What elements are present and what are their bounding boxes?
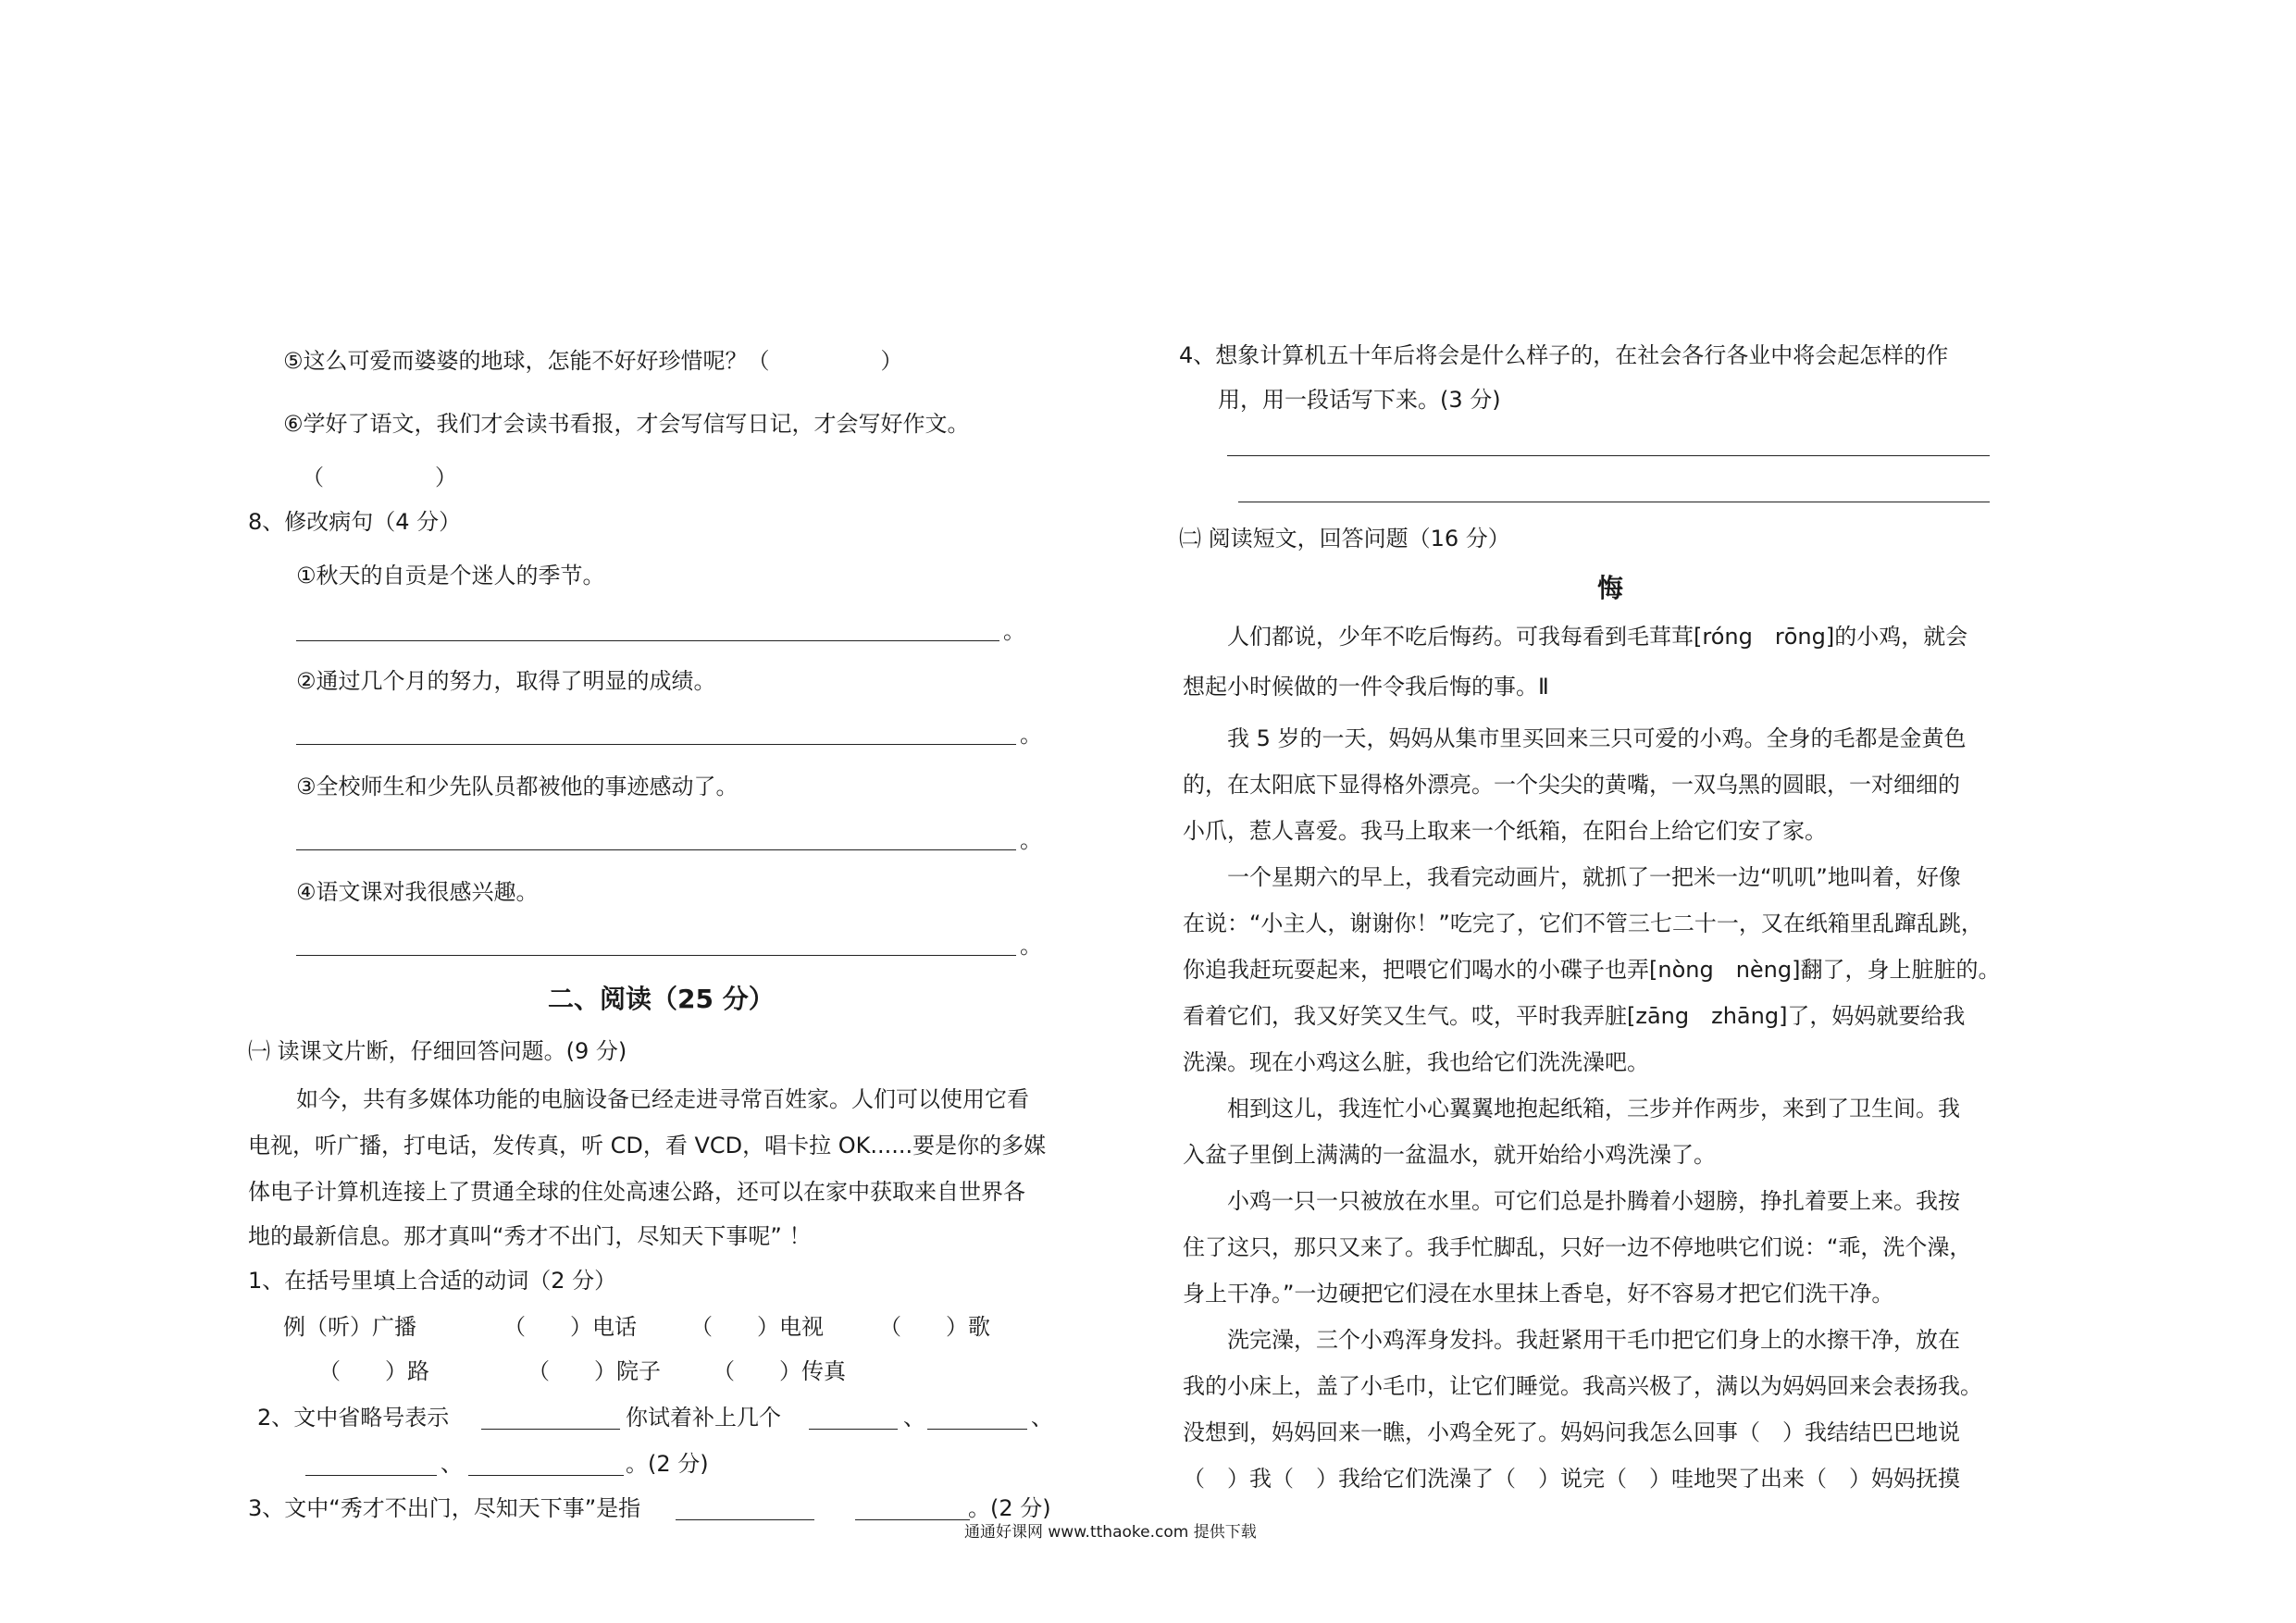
answer-line[interactable] xyxy=(676,1519,814,1520)
question-4-text: 用，用一段话写下来。(3 分) xyxy=(1218,387,1501,413)
story-line: 小鸡一只一只被放在水里。可它们总是扑腾着小翅膀，挣扎着要上来。我按 xyxy=(1227,1188,1960,1214)
q1-item[interactable]: （ ）电视 xyxy=(690,1314,824,1340)
story-line: （ ）我（ ）我给它们洗澡了（ ）说完（ ）哇地哭了出来（ ）妈妈抚摸 xyxy=(1183,1466,1960,1492)
story-line: 的，在太阳底下显得格外漂亮。一个尖尖的黄嘴，一双乌黑的圆眼，一对细细的 xyxy=(1183,772,1960,798)
story-line: 看着它们，我又好笑又生气。哎，平时我弄脏[zāng zhāng]了，妈妈就要给我 xyxy=(1183,1003,1966,1029)
question-2-text: 2、文中省略号表示 xyxy=(257,1405,450,1431)
question-8-3: ③全校师生和少先队员都被他的事迹感动了。 xyxy=(296,774,738,799)
story-line: 我的小床上，盖了小毛巾，让它们睡觉。我高兴极了，满以为妈妈回来会表扬我。 xyxy=(1183,1373,1982,1399)
part-2-title: ㈡ 阅读短文，回答问题（16 分） xyxy=(1179,526,1510,551)
q1-item[interactable]: （ ）电话 xyxy=(503,1314,637,1340)
question-7-5: ⑤这么可爱而婆婆的地球，怎能不好好珍惜呢？（ ） xyxy=(283,348,903,374)
question-7-6-bracket: （ ） xyxy=(302,465,457,490)
separator: 、 xyxy=(441,1451,463,1477)
part-1-title: ㈠ 读课文片断，仔细回答问题。(9 分) xyxy=(248,1038,627,1064)
story-line: 身上干净。”一边硬把它们浸在水里抹上香皂，好不容易才把它们洗干净。 xyxy=(1183,1281,1894,1307)
question-3-text: 3、文中“秀才不出门，尽知天下事”是指 xyxy=(248,1495,641,1521)
story-line: 洗完澡，三个小鸡浑身发抖。我赶紧用干毛巾把它们身上的水擦干净，放在 xyxy=(1227,1327,1960,1353)
answer-period: 。 xyxy=(1020,722,1042,748)
question-8-4: ④语文课对我很感兴趣。 xyxy=(296,879,539,905)
passage-line: 电视，听广播，打电话，发传真，听 CD，看 VCD，唱卡拉 OK......要是你的多媒 xyxy=(248,1133,1047,1158)
question-8-1: ①秋天的自贡是个迷人的季节。 xyxy=(296,563,605,588)
section-2-title: 二、阅读（25 分） xyxy=(548,984,775,1014)
answer-line[interactable] xyxy=(296,744,1016,745)
q1-item[interactable]: （ ）院子 xyxy=(527,1358,661,1384)
question-2-text: 你试着补上几个 xyxy=(626,1405,781,1431)
answer-period: 。 xyxy=(1003,618,1025,644)
story-line: 洗澡。现在小鸡这么脏，我也给它们洗洗澡吧。 xyxy=(1183,1049,1649,1075)
question-3-score: 。(2 分) xyxy=(968,1495,1051,1521)
answer-period: 。 xyxy=(1020,827,1042,853)
question-8-2: ②通过几个月的努力，取得了明显的成绩。 xyxy=(296,668,716,694)
answer-line[interactable] xyxy=(296,640,999,641)
passage-line: 地的最新信息。那才真叫“秀才不出门，尽知天下事呢” ！ xyxy=(248,1223,812,1249)
story-line: 我 5 岁的一天，妈妈从集市里买回来三只可爱的小鸡。全身的毛都是金黄色 xyxy=(1227,725,1967,751)
q1-item[interactable]: （ ）传真 xyxy=(713,1358,846,1384)
story-line: 没想到，妈妈回来一瞧，小鸡全死了。妈妈问我怎么回事（ ）我结结巴巴地说 xyxy=(1183,1419,1960,1445)
story-line: 住了这只，那只又来了。我手忙脚乱，只好一边不停地哄它们说：“乖，洗个澡， xyxy=(1183,1234,1972,1260)
separator: 、 xyxy=(1031,1405,1053,1431)
story-line: 在说：“小主人，谢谢你！”吃完了，它们不管三七二十一，又在纸箱里乱蹿乱跳， xyxy=(1183,911,1983,936)
story-line: 想起小时候做的一件令我后悔的事。Ⅱ xyxy=(1183,674,1549,700)
answer-line[interactable] xyxy=(305,1475,437,1476)
question-4-text: 4、想象计算机五十年后将会是什么样子的，在社会各行各业中将会起怎样的作 xyxy=(1179,342,1949,368)
answer-line[interactable] xyxy=(927,1429,1027,1430)
answer-line[interactable] xyxy=(296,955,1016,956)
story-line: 人们都说，少年不吃后悔药。可我每看到毛茸茸[róng rōng]的小鸡，就会 xyxy=(1227,624,1968,650)
question-2-score: 。(2 分) xyxy=(626,1451,709,1477)
story-line: 入盆子里倒上满满的一盆温水，就开始给小鸡洗澡了。 xyxy=(1183,1142,1716,1168)
answer-line[interactable] xyxy=(1227,455,1990,456)
q1-item[interactable]: （ ）歌 xyxy=(879,1314,990,1340)
q1-item[interactable]: （ ）路 xyxy=(318,1358,429,1384)
passage-line: 体电子计算机连接上了贯通全球的住处高速公路，还可以在家中获取来自世界各 xyxy=(248,1179,1025,1205)
story-line: 一个星期六的早上，我看完动画片，就抓了一把米一边“叽叽”地叫着，好像 xyxy=(1227,864,1961,890)
question-1-title: 1、在括号里填上合适的动词（2 分） xyxy=(248,1268,617,1294)
answer-line[interactable] xyxy=(481,1429,620,1430)
answer-period: 。 xyxy=(1020,933,1042,959)
question-7-6: ⑥学好了语文，我们才会读书看报，才会写信写日记，才会写好作文。 xyxy=(283,411,970,437)
story-title: 悔 xyxy=(1597,573,1624,603)
separator: 、 xyxy=(903,1405,925,1431)
answer-line[interactable] xyxy=(468,1475,624,1476)
answer-line[interactable] xyxy=(809,1429,898,1430)
story-line: 相到这儿，我连忙小心翼翼地抱起纸箱，三步并作两步，来到了卫生间。我 xyxy=(1227,1096,1960,1121)
question-8-title: 8、修改病句（4 分） xyxy=(248,509,462,535)
answer-line[interactable] xyxy=(855,1519,970,1520)
footer-credit: 通通好课网 www.tthaoke.com 提供下载 xyxy=(964,1523,1257,1542)
q1-item: 例（听）广播 xyxy=(283,1314,416,1340)
story-line: 你追我赶玩耍起来，把喂它们喝水的小碟子也弄[nòng nèng]翻了，身上脏脏的。 xyxy=(1183,957,2001,983)
passage-line: 如今，共有多媒体功能的电脑设备已经走进寻常百姓家。人们可以使用它看 xyxy=(296,1086,1029,1112)
story-line: 小爪，惹人喜爱。我马上取来一个纸箱，在阳台上给它们安了家。 xyxy=(1183,818,1827,844)
answer-line[interactable] xyxy=(296,849,1016,850)
